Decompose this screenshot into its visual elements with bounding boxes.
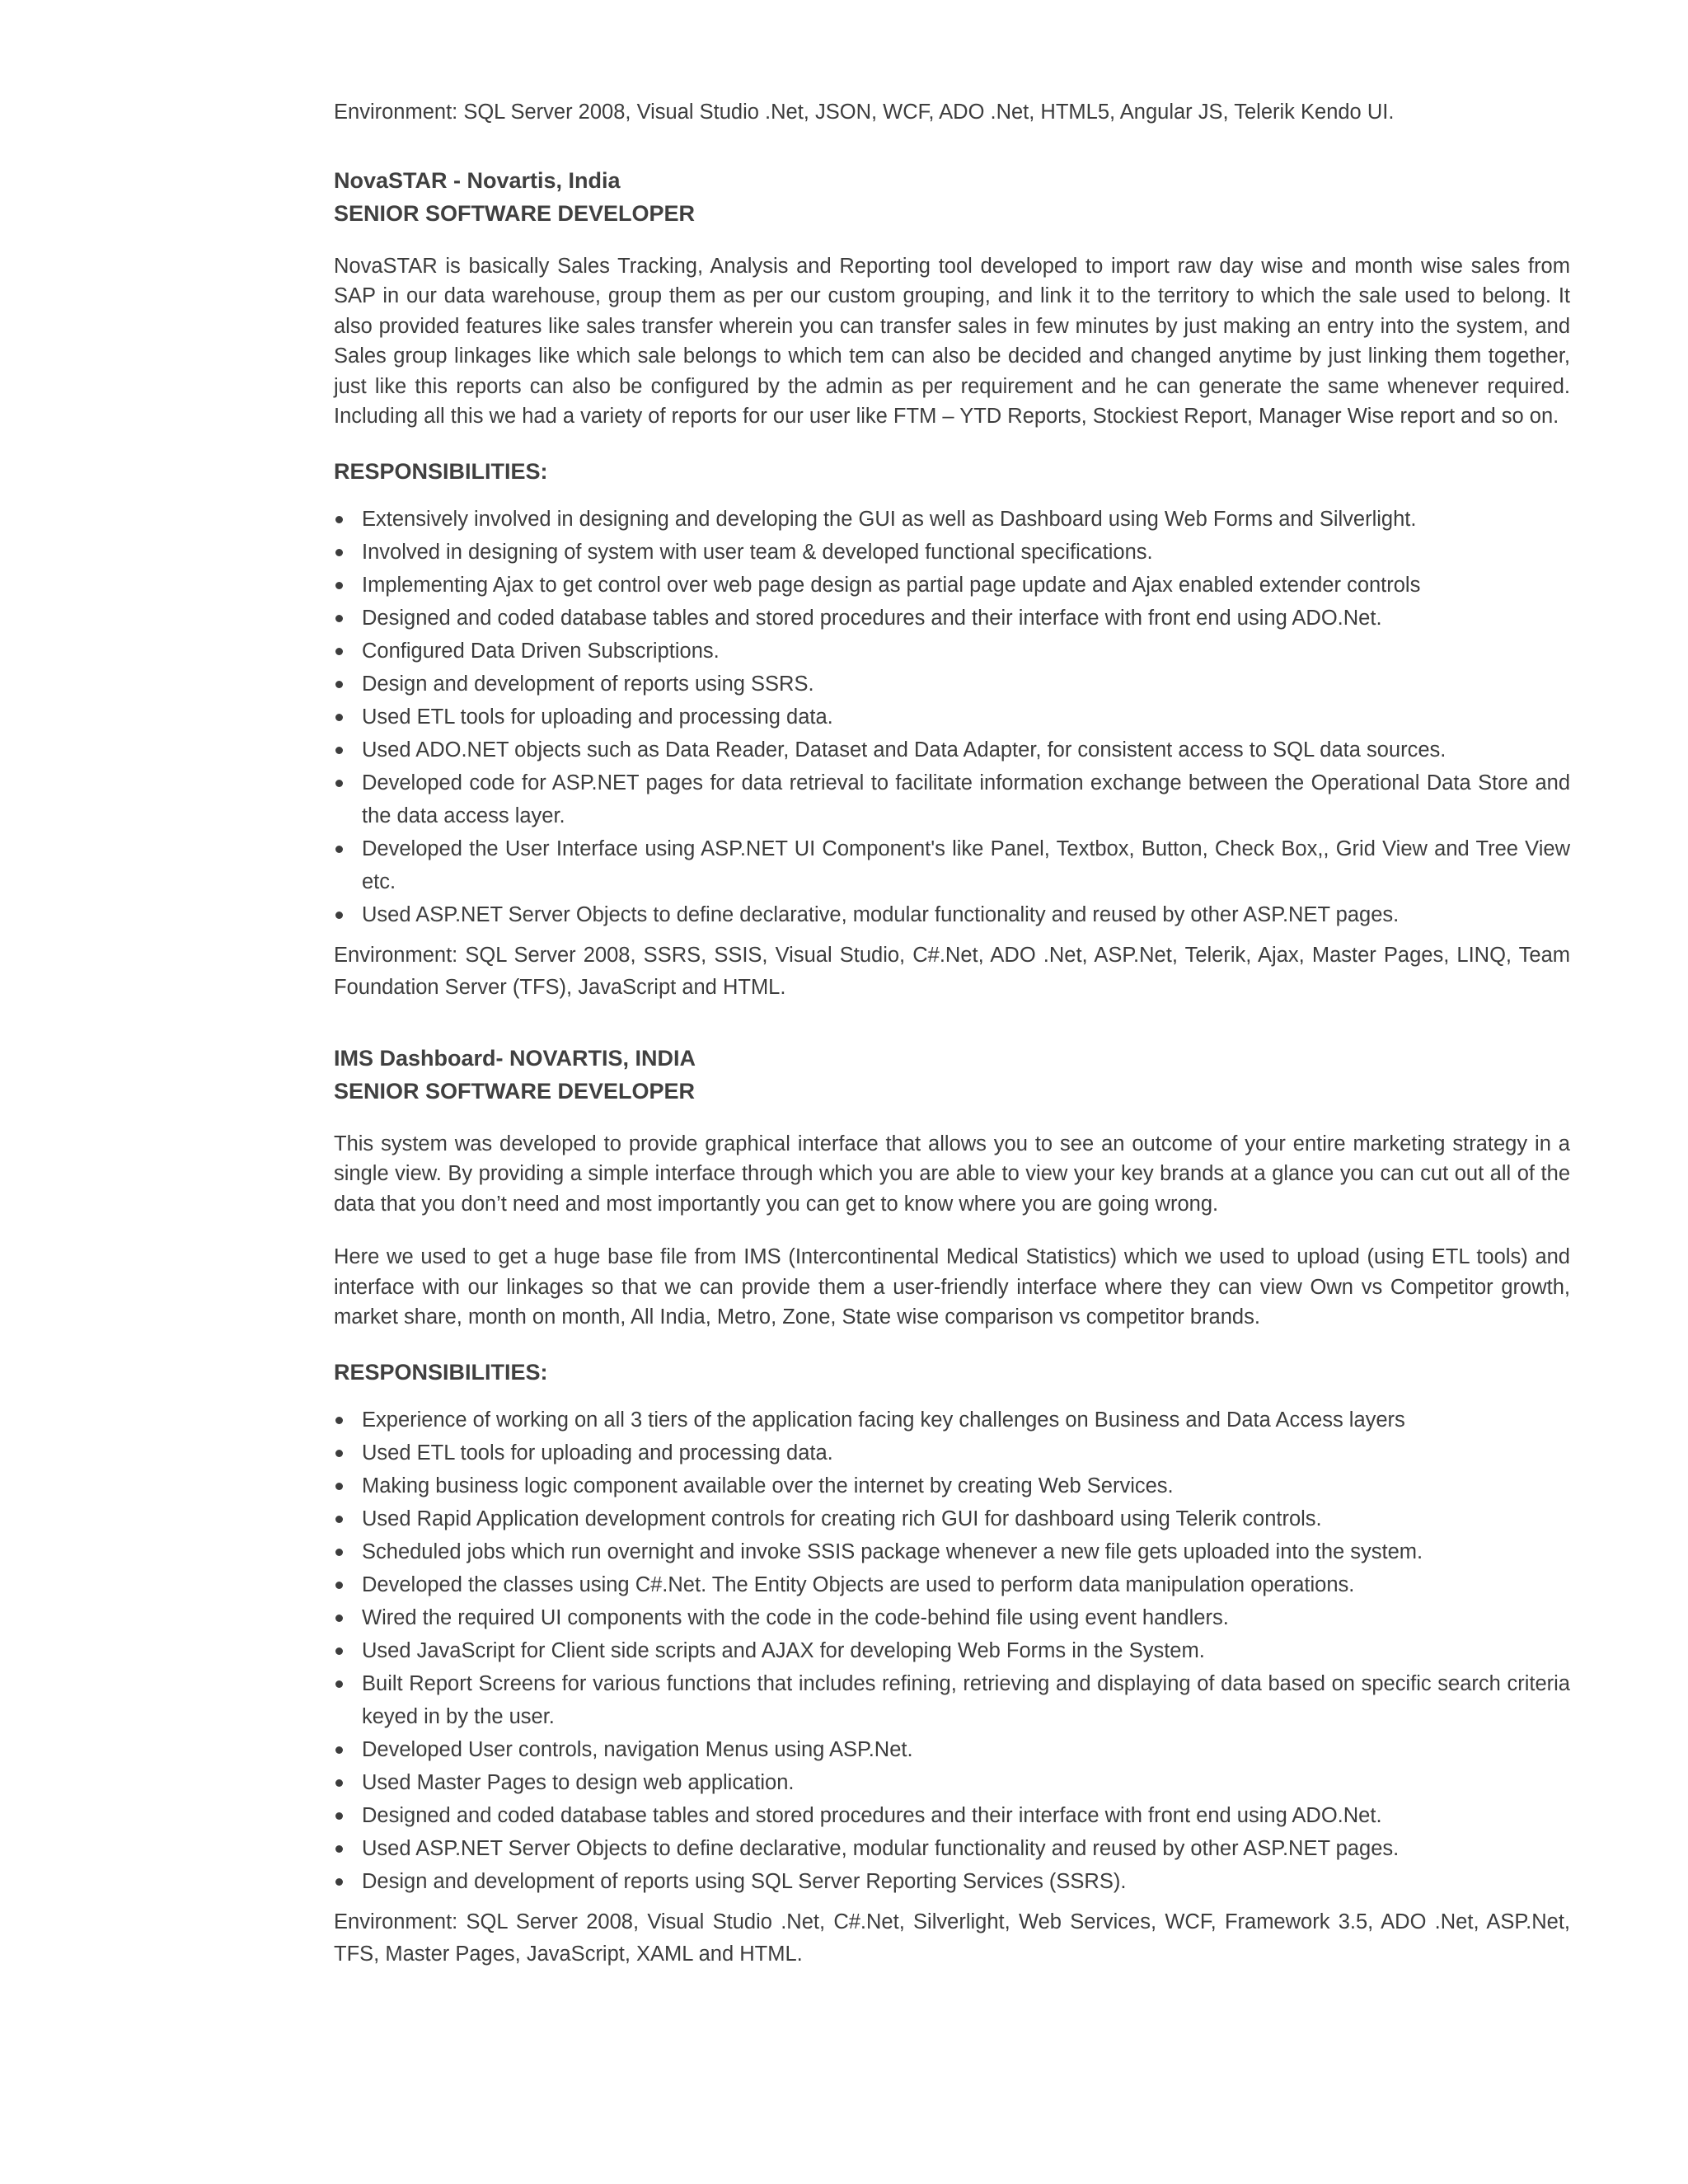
job-description: NovaSTAR is basically Sales Tracking, Analysis and Reporting tool developed to import raw day wise and month wise sales from SAP in our data warehouse, group them as per our custom grouping, and link it to the territory to which the sale used to belong. It also provided features like sales transfer wherein you can transfer sales in few minutes by just making an entry into the system, and Sales group linkages like which sale belongs to which tem can also be decided and changed anytime by just linking them together, just like this reports can also be configured by the admin as per requirement and he can generate the same whenever required. Including all this we had a variety of reports for our user like FTM – YTD Reports, Stockiest Report, Manager Wise report and so on. bbox=[334, 254, 1570, 428]
responsibility-text: Used Master Pages to design web application. bbox=[362, 1770, 795, 1794]
bullet-icon bbox=[335, 1582, 343, 1589]
job-novastar bbox=[334, 164, 1570, 1004]
responsibility-text: Used ETL tools for uploading and processing data. bbox=[362, 1441, 833, 1465]
responsibility-item bbox=[334, 1832, 1570, 1865]
responsibility-text: Built Report Screens for various functions that includes refining, retrieving and displaying of data based on specific search criteria keyed in by the user. bbox=[362, 1671, 1570, 1728]
bullet-icon bbox=[335, 648, 343, 655]
responsibility-text: Used ASP.NET Server Objects to define declarative, modular functionality and reused by other ASP.NET pages. bbox=[362, 902, 1400, 926]
bullet-icon bbox=[335, 714, 343, 721]
responsibility-item bbox=[334, 536, 1570, 569]
bullet-icon bbox=[335, 747, 343, 754]
responsibility-text: Scheduled jobs which run overnight and invoke SSIS package whenever a new file gets uploaded into the system. bbox=[362, 1540, 1423, 1563]
job-heading: NovaSTAR - Novartis, India bbox=[334, 167, 621, 193]
responsibility-item bbox=[334, 898, 1570, 931]
bullet-icon bbox=[335, 1845, 343, 1853]
bullet-icon bbox=[335, 1647, 343, 1655]
responsibility-text: Design and development of reports using SQL Server Reporting Services (SSRS). bbox=[362, 1869, 1127, 1893]
responsibility-text: Developed code for ASP.NET pages for data retrieval to facilitate information exchange between the Operational Data Store and the data access layer. bbox=[362, 771, 1570, 827]
bullet-icon bbox=[335, 1779, 343, 1787]
responsibilities-heading: RESPONSIBILITIES: bbox=[334, 458, 548, 484]
responsibility-text: Implementing Ajax to get control over web page design as partial page update and Ajax enabled extender controls bbox=[362, 573, 1421, 597]
responsibility-item bbox=[334, 668, 1570, 701]
bullet-icon bbox=[335, 1483, 343, 1490]
responsibility-text: Experience of working on all 3 tiers of the application facing key challenges on Business and Data Access layers bbox=[362, 1408, 1405, 1432]
responsibility-item bbox=[334, 1733, 1570, 1766]
responsibility-text: Developed the classes using C#.Net. The Entity Objects are used to perform data manipulation operations. bbox=[362, 1572, 1355, 1596]
responsibility-text: Design and development of reports using SSRS. bbox=[362, 672, 814, 696]
responsibility-item bbox=[334, 1766, 1570, 1799]
responsibility-text: Used ASP.NET Server Objects to define declarative, modular functionality and reused by other ASP.NET pages. bbox=[362, 1836, 1400, 1860]
responsibility-item bbox=[334, 1469, 1570, 1502]
responsibility-item bbox=[334, 602, 1570, 635]
responsibility-text: Developed User controls, navigation Menus using ASP.Net. bbox=[362, 1737, 913, 1761]
job-ims-dashboard bbox=[334, 1042, 1570, 1971]
responsibility-text: Designed and coded database tables and stored procedures and their interface with front end using ADO.Net. bbox=[362, 1803, 1382, 1827]
responsibility-text: Used Rapid Application development controls for creating rich GUI for dashboard using Telerik controls. bbox=[362, 1507, 1322, 1530]
top-environment: Environment: SQL Server 2008, Visual Studio .Net, JSON, WCF, ADO .Net, HTML5, Angular JS, Telerik Kendo UI. bbox=[334, 101, 1395, 124]
job-role: SENIOR SOFTWARE DEVELOPER bbox=[334, 200, 696, 226]
job-description: This system was developed to provide graphical interface that allows you to see an outcome of your entire marketing strategy in a single view. By providing a simple interface through which you are able to view your key brands at a glance you can cut out all of the data that you don’t need and most importantly you can get to know where you are going wrong. bbox=[334, 1132, 1570, 1216]
resume-content bbox=[334, 97, 1570, 1971]
bullet-icon bbox=[335, 1680, 343, 1688]
responsibility-item bbox=[334, 1634, 1570, 1667]
job-environment: Environment: SQL Server 2008, SSRS, SSIS, Visual Studio, C#.Net, ADO .Net, ASP.Net, Telerik, Ajax, Master Pages, LINQ, Team Foundation Server (TFS), JavaScript and HTML. bbox=[334, 943, 1570, 999]
bullet-icon bbox=[335, 1516, 343, 1523]
responsibility-text: Used ADO.NET objects such as Data Reader, Dataset and Data Adapter, for consistent access to SQL data sources. bbox=[362, 738, 1447, 762]
bullet-icon bbox=[335, 516, 343, 523]
responsibility-item bbox=[334, 832, 1570, 898]
bullet-icon bbox=[335, 1417, 343, 1424]
responsibility-item bbox=[334, 1799, 1570, 1832]
bullet-icon bbox=[335, 780, 343, 787]
job-description-2: Here we used to get a huge base file from IMS (Intercontinental Medical Statistics) which we used to upload (using ETL tools) and interface with our linkages so that we can provide them a user-friendly interface where they can view Own vs Competitor growth, market share, month on month, All India, Metro, Zone, State wise comparison vs competitor brands. bbox=[334, 1245, 1570, 1329]
responsibility-item bbox=[334, 1404, 1570, 1436]
job-heading: IMS Dashboard- NOVARTIS, INDIA bbox=[334, 1045, 696, 1071]
responsibility-text: Designed and coded database tables and stored procedures and their interface with front end using ADO.Net. bbox=[362, 606, 1382, 630]
responsibility-item bbox=[334, 1568, 1570, 1601]
bullet-icon bbox=[335, 1878, 343, 1886]
bullet-icon bbox=[335, 549, 343, 556]
bullet-icon bbox=[335, 1450, 343, 1457]
responsibility-text: Extensively involved in designing and developing the GUI as well as Dashboard using Web Forms and Silverlight. bbox=[362, 507, 1417, 531]
bullet-icon bbox=[335, 912, 343, 919]
responsibilities-heading: RESPONSIBILITIES: bbox=[334, 1359, 548, 1385]
responsibility-text: Configured Data Driven Subscriptions. bbox=[362, 639, 720, 663]
responsibilities-list bbox=[334, 503, 1570, 931]
responsibility-item bbox=[334, 635, 1570, 668]
responsibility-text: Developed the User Interface using ASP.NET UI Component's like Panel, Textbox, Button, Check Box,, Grid View and Tree View etc. bbox=[362, 837, 1570, 893]
bullet-icon bbox=[335, 681, 343, 688]
bullet-icon bbox=[335, 582, 343, 589]
responsibility-item bbox=[334, 1502, 1570, 1535]
bullet-icon bbox=[335, 1746, 343, 1754]
responsibility-item bbox=[334, 1667, 1570, 1733]
bullet-icon bbox=[335, 615, 343, 622]
responsibility-text: Used ETL tools for uploading and processing data. bbox=[362, 705, 833, 729]
responsibility-item bbox=[334, 1436, 1570, 1469]
responsibility-text: Used JavaScript for Client side scripts and AJAX for developing Web Forms in the System. bbox=[362, 1638, 1205, 1662]
responsibility-item bbox=[334, 503, 1570, 536]
responsibility-item bbox=[334, 701, 1570, 733]
responsibility-text: Wired the required UI components with the code in the code-behind file using event handlers. bbox=[362, 1605, 1229, 1629]
responsibility-item bbox=[334, 766, 1570, 832]
bullet-icon bbox=[335, 1549, 343, 1556]
job-role: SENIOR SOFTWARE DEVELOPER bbox=[334, 1078, 696, 1104]
responsibility-item bbox=[334, 1535, 1570, 1568]
responsibility-item bbox=[334, 1865, 1570, 1898]
bullet-icon bbox=[335, 1615, 343, 1622]
responsibilities-list bbox=[334, 1404, 1570, 1898]
responsibility-text: Involved in designing of system with user team & developed functional specifications. bbox=[362, 540, 1153, 564]
responsibility-item bbox=[334, 1601, 1570, 1634]
job-environment: Environment: SQL Server 2008, Visual Studio .Net, C#.Net, Silverlight, Web Services, WCF, Framework 3.5, ADO .Net, ASP.Net, TFS, Master Pages, JavaScript, XAML and HTML. bbox=[334, 1910, 1570, 1966]
responsibility-item bbox=[334, 569, 1570, 602]
responsibility-item bbox=[334, 733, 1570, 766]
bullet-icon bbox=[335, 846, 343, 853]
bullet-icon bbox=[335, 1812, 343, 1820]
responsibility-text: Making business logic component available over the internet by creating Web Services. bbox=[362, 1474, 1174, 1497]
